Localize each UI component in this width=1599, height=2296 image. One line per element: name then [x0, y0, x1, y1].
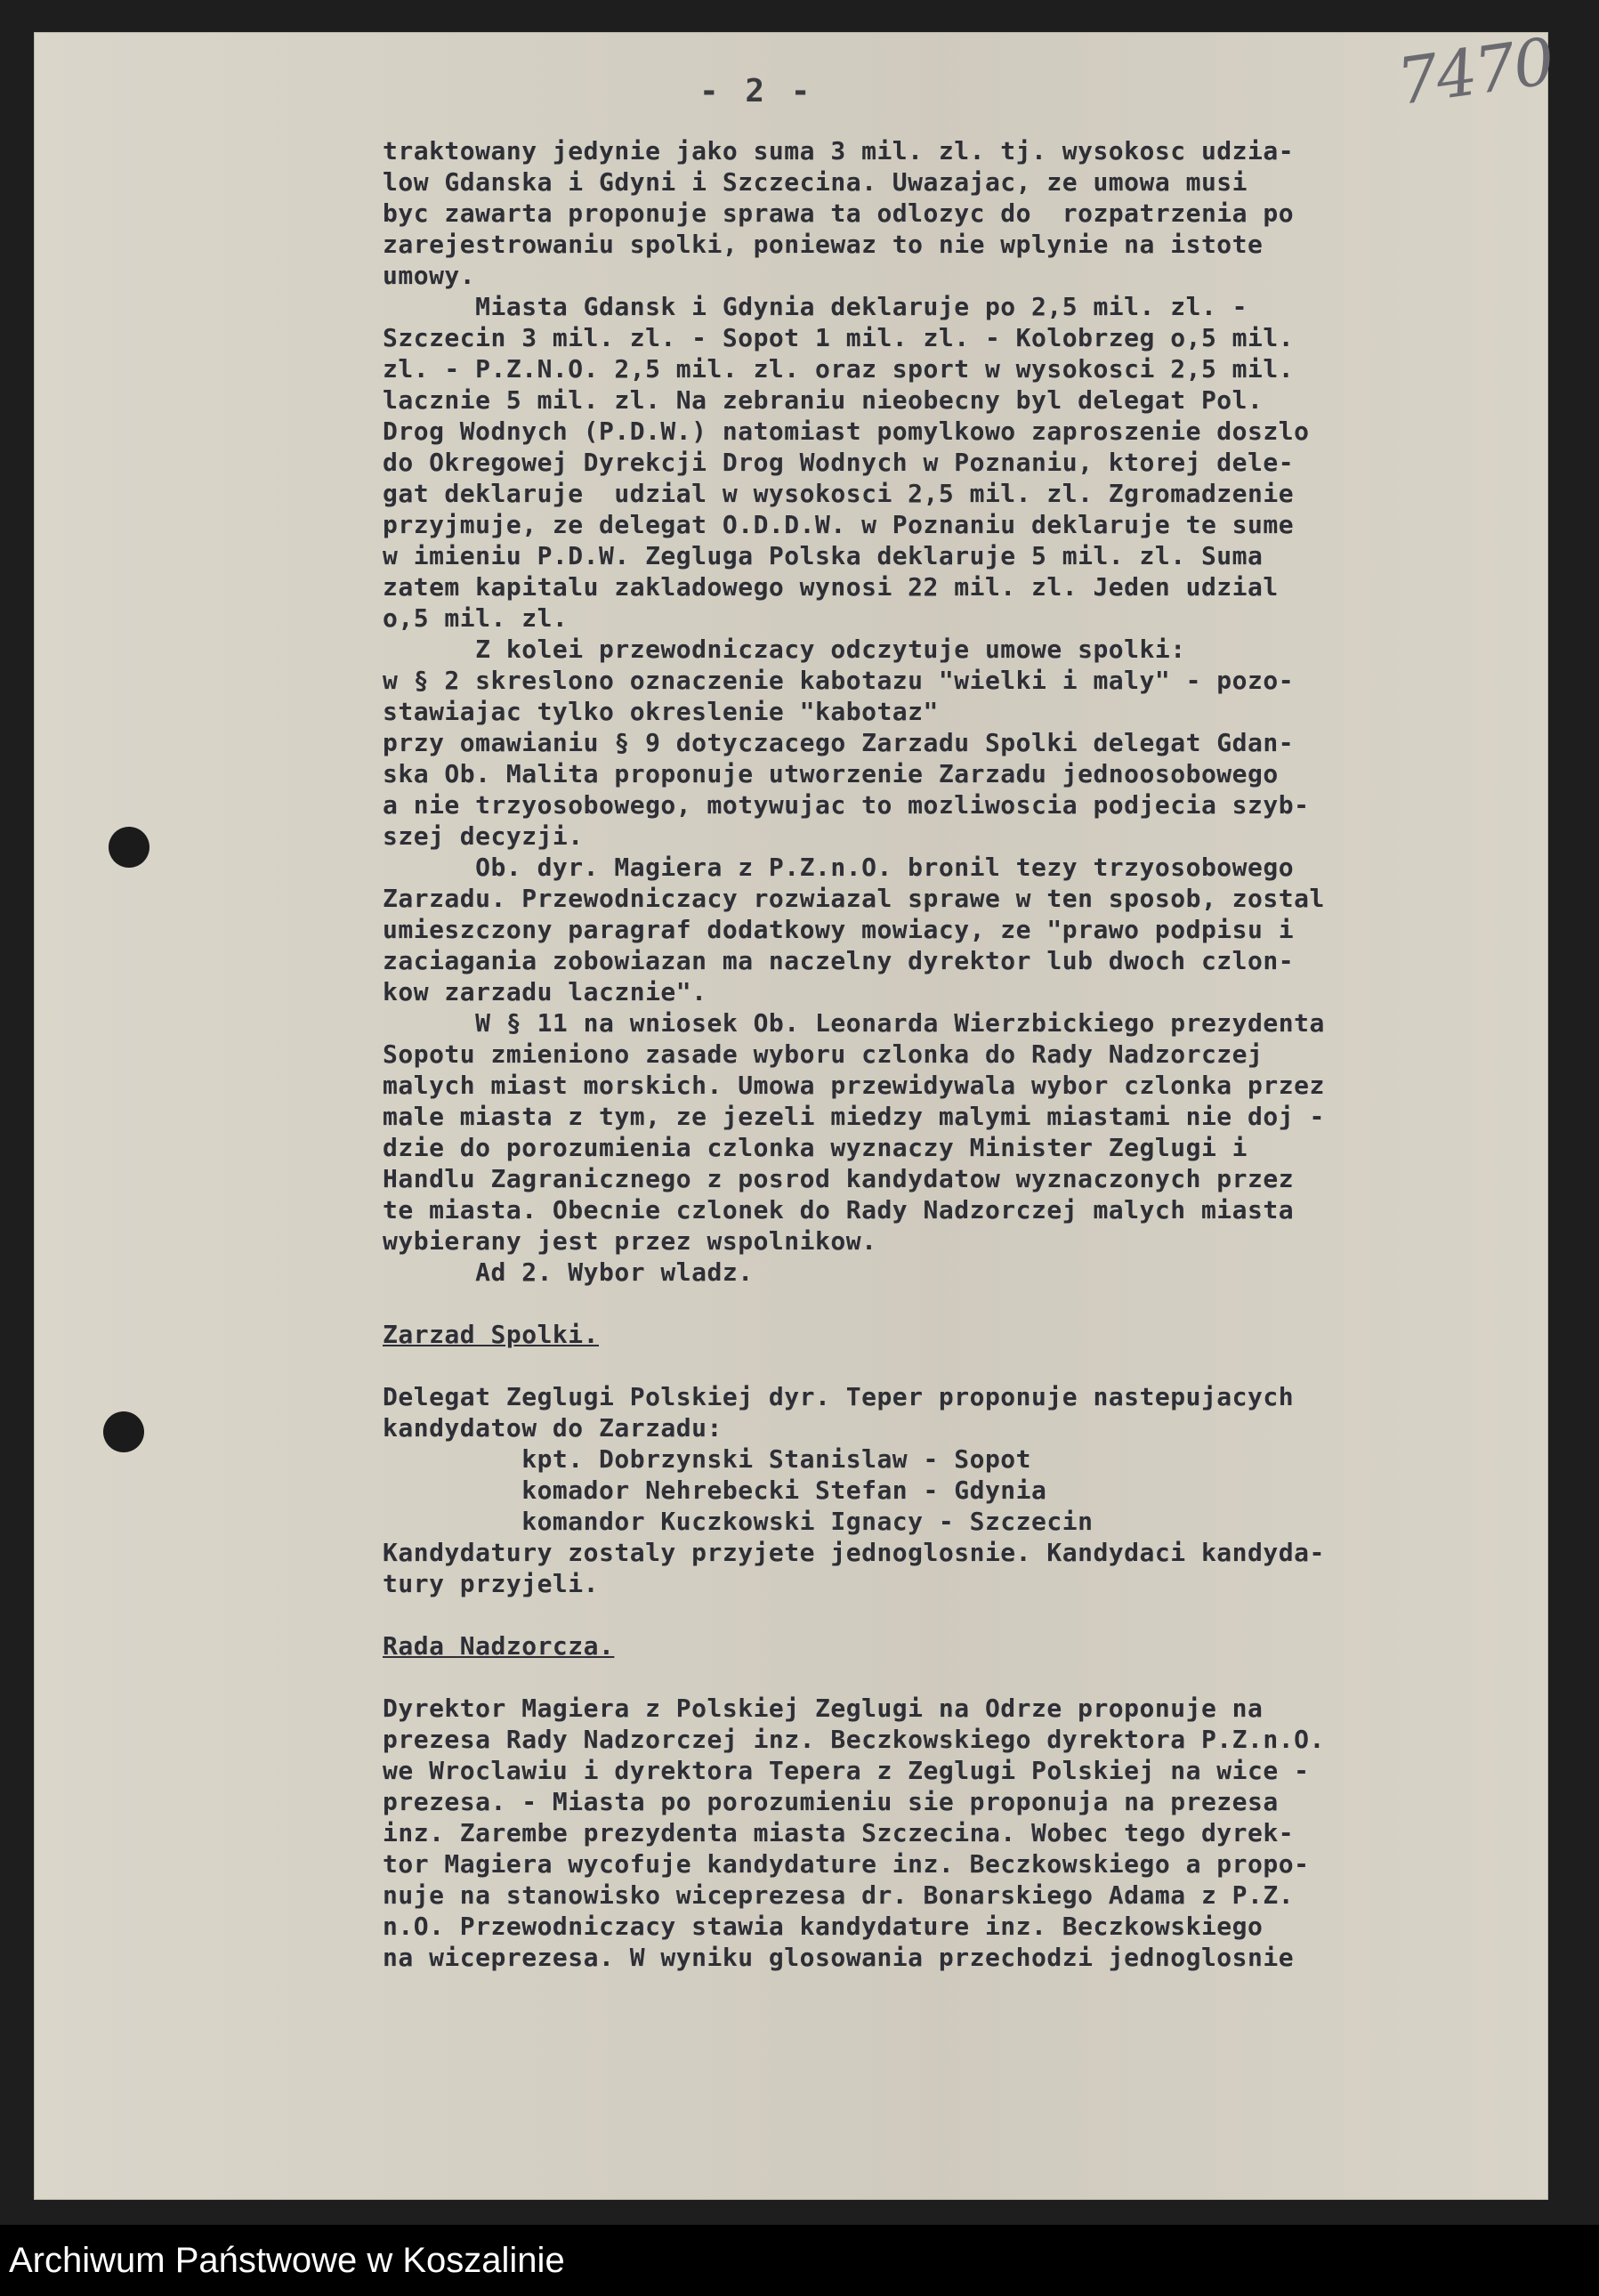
text-line: Zarzadu. Przewodniczacy rozwiazal sprawe w ten sposob, zostal	[383, 884, 1325, 913]
text-line	[383, 1599, 1522, 1630]
text-line: a nie trzyosobowego, motywujac to mozliwoscia podjecia szyb-	[383, 790, 1310, 820]
text-line: prezesa Rady Nadzorczej inz. Beczkowskiego dyrektora P.Z.n.O.	[383, 1725, 1325, 1754]
text-line: dzie do porozumienia czlonka wyznaczy Minister Zeglugi i	[383, 1133, 1248, 1162]
text-line: Szczecin 3 mil. zl. - Sopot 1 mil. zl. - Kolobrzeg o,5 mil.	[383, 323, 1295, 352]
text-line: lacznie 5 mil. zl. Na zebraniu nieobecny byl delegat Pol.	[383, 385, 1264, 415]
text-line: W § 11 na wniosek Ob. Leonarda Wierzbickiego prezydenta	[383, 1008, 1325, 1038]
text-line: komandor Kuczkowski Ignacy - Szczecin	[383, 1507, 1094, 1536]
text-line: Ob. dyr. Magiera z P.Z.n.O. bronil tezy trzyosobowego	[383, 853, 1295, 882]
text-line: inz. Zarembe prezydenta miasta Szczecina. Wobec tego dyrek-	[383, 1818, 1295, 1847]
text-line: we Wroclawiu i dyrektora Tepera z Zeglugi Polskiej na wice -	[383, 1756, 1310, 1785]
text-line: komador Nehrebecki Stefan - Gdynia	[383, 1475, 1047, 1505]
text-line: wybierany jest przez wspolnikow.	[383, 1226, 877, 1256]
text-line: tor Magiera wycofuje kandydature inz. Beczkowskiego a propo-	[383, 1849, 1310, 1879]
text-line: Ad 2. Wybor wladz.	[383, 1257, 754, 1287]
text-line: n.O. Przewodniczacy stawia kandydature inz. Beczkowskiego	[383, 1912, 1264, 1941]
text-line: ska Ob. Malita proponuje utworzenie Zarzadu jednoosobowego	[383, 759, 1279, 788]
text-line: kandydatow do Zarzadu:	[383, 1413, 723, 1443]
section-heading: Rada Nadzorcza.	[383, 1631, 615, 1661]
punch-hole-bottom	[103, 1411, 144, 1452]
text-line: Handlu Zagranicznego z posrod kandydatow wyznaczonych przez	[383, 1164, 1295, 1193]
text-line: zatem kapitalu zakladowego wynosi 22 mil. zl. Jeden udzial	[383, 572, 1279, 602]
document-body	[383, 135, 1522, 1973]
text-line: przy omawianiu § 9 dotyczacego Zarzadu Spolki delegat Gdan-	[383, 728, 1295, 757]
text-line: przyjmuje, ze delegat O.D.D.W. w Poznaniu deklaruje te sume	[383, 510, 1295, 539]
text-line: umowy.	[383, 261, 476, 290]
text-line: malych miast morskich. Umowa przewidywala wybor czlonka przez	[383, 1071, 1325, 1100]
text-line: w § 2 skreslono oznaczenie kabotazu "wielki i maly" - pozo-	[383, 666, 1295, 695]
text-line: Dyrektor Magiera z Polskiej Zeglugi na Odrze proponuje na	[383, 1694, 1264, 1723]
text-line	[383, 1661, 1522, 1693]
archive-number: 7470	[1393, 23, 1558, 120]
text-line: nuje na stanowisko wiceprezesa dr. Bonarskiego Adama z P.Z.	[383, 1880, 1295, 1910]
text-line: o,5 mil. zl.	[383, 603, 569, 633]
text-line: w imieniu P.D.W. Zegluga Polska deklaruje 5 mil. zl. Suma	[383, 541, 1264, 570]
text-line: do Okregowej Dyrekcji Drog Wodnych w Poznaniu, ktorej dele-	[383, 448, 1295, 477]
text-line: low Gdanska i Gdyni i Szczecina. Uwazajac, ze umowa musi	[383, 167, 1248, 197]
text-line: umieszczony paragraf dodatkowy mowiacy, ze "prawo podpisu i	[383, 915, 1295, 944]
text-line: Miasta Gdansk i Gdynia deklaruje po 2,5 mil. zl. -	[383, 292, 1248, 321]
text-line: te miasta. Obecnie czlonek do Rady Nadzorczej malych miasta	[383, 1195, 1295, 1225]
text-line: kow zarzadu lacznie".	[383, 977, 707, 1007]
text-line: na wiceprezesa. W wyniku glosowania przechodzi jednoglosnie	[383, 1943, 1295, 1972]
text-line: szej decyzji.	[383, 821, 584, 851]
text-line: gat deklaruje udzial w wysokosci 2,5 mil. zl. Zgromadzenie	[383, 479, 1295, 508]
text-line: traktowany jedynie jako suma 3 mil. zl. tj. wysokosc udzia-	[383, 136, 1295, 166]
text-line: byc zawarta proponuje sprawa ta odlozyc do rozpatrzenia po	[383, 198, 1295, 228]
text-line: zaciagania zobowiazan ma naczelny dyrektor lub dwoch czlon-	[383, 946, 1295, 975]
text-line: prezesa. - Miasta po porozumieniu sie proponuja na prezesa	[383, 1787, 1279, 1816]
text-line: tury przyjeli.	[383, 1569, 600, 1598]
text-line: Delegat Zeglugi Polskiej dyr. Teper proponuje nastepujacych	[383, 1382, 1295, 1411]
archive-name: Archiwum Państwowe w Koszalinie	[9, 2241, 565, 2280]
text-line: zl. - P.Z.N.O. 2,5 mil. zl. oraz sport w wysokosci 2,5 mil.	[383, 354, 1295, 384]
punch-hole-top	[109, 827, 149, 868]
text-line: Sopotu zmieniono zasade wyboru czlonka do Rady Nadzorczej	[383, 1039, 1264, 1069]
text-line: Kandydatury zostaly przyjete jednoglosnie. Kandydaci kandyda-	[383, 1538, 1325, 1567]
text-line	[383, 1350, 1522, 1381]
text-line: Drog Wodnych (P.D.W.) natomiast pomylkowo zaproszenie doszlo	[383, 416, 1310, 446]
text-line: stawiajac tylko okreslenie "kabotaz"	[383, 697, 939, 726]
text-line: Z kolei przewodniczacy odczytuje umowe spolki:	[383, 635, 1186, 664]
archive-footer	[0, 2225, 1599, 2296]
section-heading: Zarzad Spolki.	[383, 1320, 600, 1349]
text-line	[383, 1288, 1522, 1319]
text-line: zarejestrowaniu spolki, poniewaz to nie wplynie na istote	[383, 230, 1264, 259]
text-line: kpt. Dobrzynski Stanislaw - Sopot	[383, 1444, 1032, 1474]
text-line: male miasta z tym, ze jezeli miedzy malymi miastami nie doj -	[383, 1102, 1325, 1131]
page-number: - 2 -	[699, 73, 814, 109]
